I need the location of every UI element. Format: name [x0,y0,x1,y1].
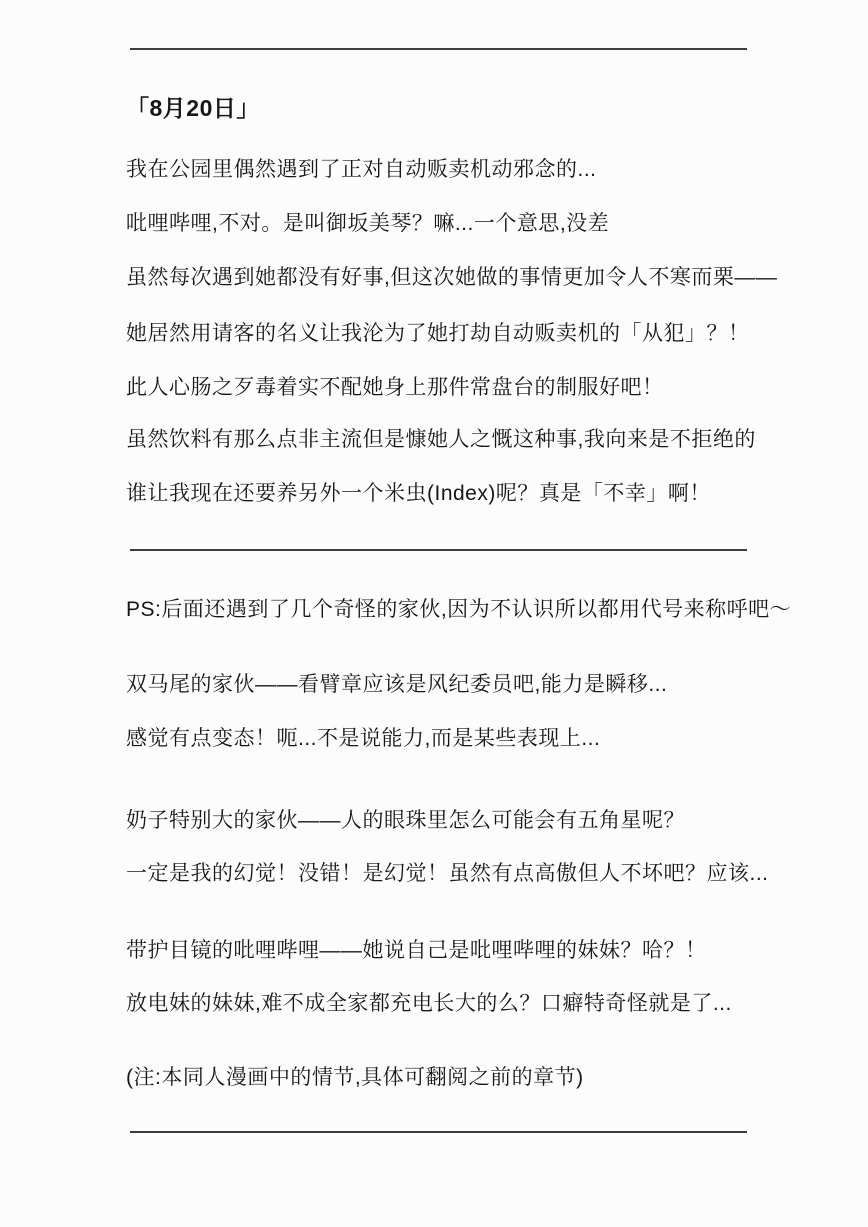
diary-date-title: 「8月20日」 [126,95,260,121]
divider-bottom [130,1131,747,1133]
divider-top [130,48,747,50]
ps-group3-line2: 放电妹的妹妹,难不成全家都充电长大的么？口癖特奇怪就是了... [126,992,732,1015]
ps-group1-line1: 双马尾的家伙——看臂章应该是风纪委员吧,能力是瞬移... [126,673,668,696]
diary-line-1: 我在公园里偶然遇到了正对自动贩卖机动邪念的... [126,158,597,181]
diary-line-2: 吡哩哔哩,不对。是叫御坂美琴？嘛...一个意思,没差 [126,212,610,235]
diary-line-3: 虽然每次遇到她都没有好事,但这次她做的事情更加令人不寒而栗—— [126,266,778,289]
ps-group1-line2: 感觉有点变态！呃...不是说能力,而是某些表现上... [126,727,601,750]
diary-line-7: 谁让我现在还要养另外一个米虫(Index)呢？真是「不幸」啊！ [126,482,711,505]
ps-group2-line2: 一定是我的幻觉！没错！是幻觉！虽然有点高傲但人不坏吧？应该... [126,862,769,885]
diary-line-5: 此人心肠之歹毒着实不配她身上那件常盘台的制服好吧！ [126,376,664,399]
diary-line-4: 她居然用请客的名义让我沦为了她打劫自动贩卖机的「从犯」？！ [126,322,750,345]
ps-group3-line1: 带护目镜的吡哩哔哩——她说自己是吡哩哔哩的妹妹？哈？！ [126,939,707,962]
ps-group2-line1: 奶子特别大的家伙——人的眼珠里怎么可能会有五角星呢？ [126,809,685,832]
diary-line-6: 虽然饮料有那么点非主流但是慷她人之慨这种事,我向来是不拒绝的 [126,428,756,451]
divider-middle [130,549,747,551]
footnote-line: (注:本同人漫画中的情节,具体可翻阅之前的章节) [126,1066,584,1089]
ps-intro-line: PS:后面还遇到了几个奇怪的家伙,因为不认识所以都用代号来称呼吧～ [126,598,792,621]
